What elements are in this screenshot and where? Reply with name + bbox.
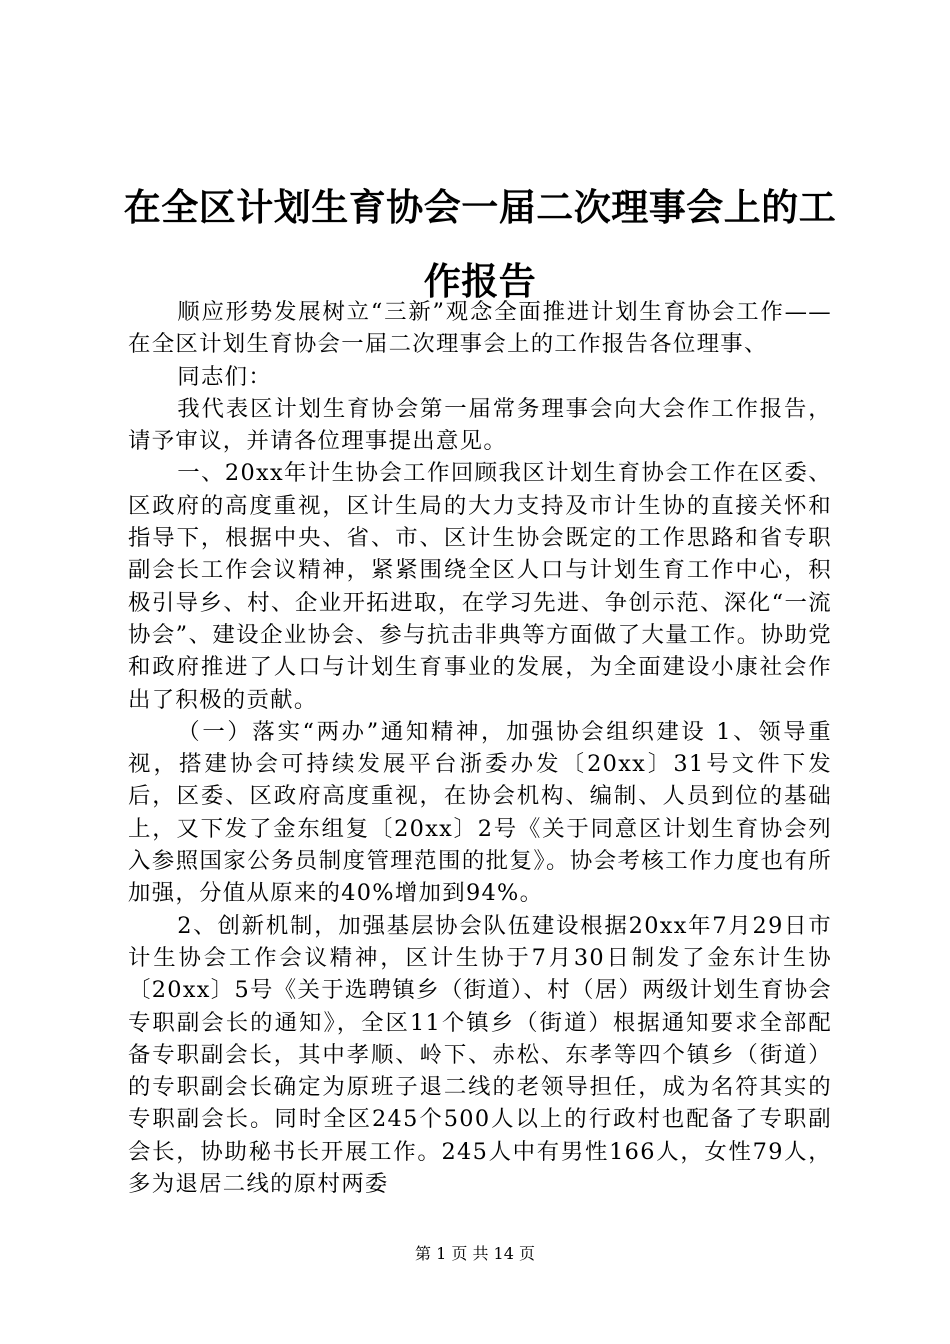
paragraph: 顺应形势发展树立“三新”观念全面推进计划生育协会工作——在全区计划生育协会一届二次理事会上的工作报告各位理事、: [128, 299, 832, 358]
document-body: [128, 296, 832, 1200]
paragraph: （一）落实“两办”通知精神，加强协会组织建设 1、领导重视，搭建协会可持续发展平台浙委办发〔20xx〕31号文件下发后，区委、区政府高度重视，在协会机构、编制、人员到位的基础上，又下发了金东组复〔20xx〕2号《关于同意区计划生育协会列入参照国家公务员制度管理范围的批复》。协会考核工作力度也有所加强，分值从原来的40%增加到94%。: [128, 718, 832, 907]
paragraph: 同志们：: [177, 363, 273, 390]
paragraph: 一、20xx年计生协会工作回顾我区计划生育协会工作在区委、区政府的高度重视，区计生局的大力支持及市计生协的直接关怀和指导下，根据中央、省、市、区计生协会既定的工作思路和省专职副会长工作会议精神，紧紧围绕全区人口与计划生育工作中心，积极引导乡、村、企业开拓进取，在学习先进、争创示范、深化“一流协会”、建设企业协会、参与抗击非典等方面做了大量工作。协助党和政府推进了人口与计划生育事业的发展，为全面建设小康社会作出了积极的贡献。: [128, 460, 832, 713]
paragraph: 我代表区计划生育协会第一届常务理事会向大会作工作报告，请予审议，并请各位理事提出意见。: [128, 395, 832, 455]
page-footer: 第 1 页 共 14 页: [415, 1244, 535, 1263]
paragraph: 2、创新机制，加强基层协会队伍建设根据20xx年7月29日市计生协会工作会议精神，区计生协于7月30日制发了金东计生协〔20xx〕5号《关于选聘镇乡（街道）、村（居）两级计划生育协会专职副会长的通知》，全区11个镇乡（街道）根据通知要求全部配备专职副会长，其中孝顺、岭下、赤松、东孝等四个镇乡（街道）的专职副会长确定为原班子退二线的老领导担任，成为名符其实的专职副会长。同时全区245个500人以上的行政村也配备了专职副会长，协助秘书长开展工作。245人中有男性166人，女性79人，多为退居二线的原村两委: [128, 912, 832, 1198]
document-title: 在全区计划生育协会一届二次理事会上的工作报告: [123, 185, 837, 303]
